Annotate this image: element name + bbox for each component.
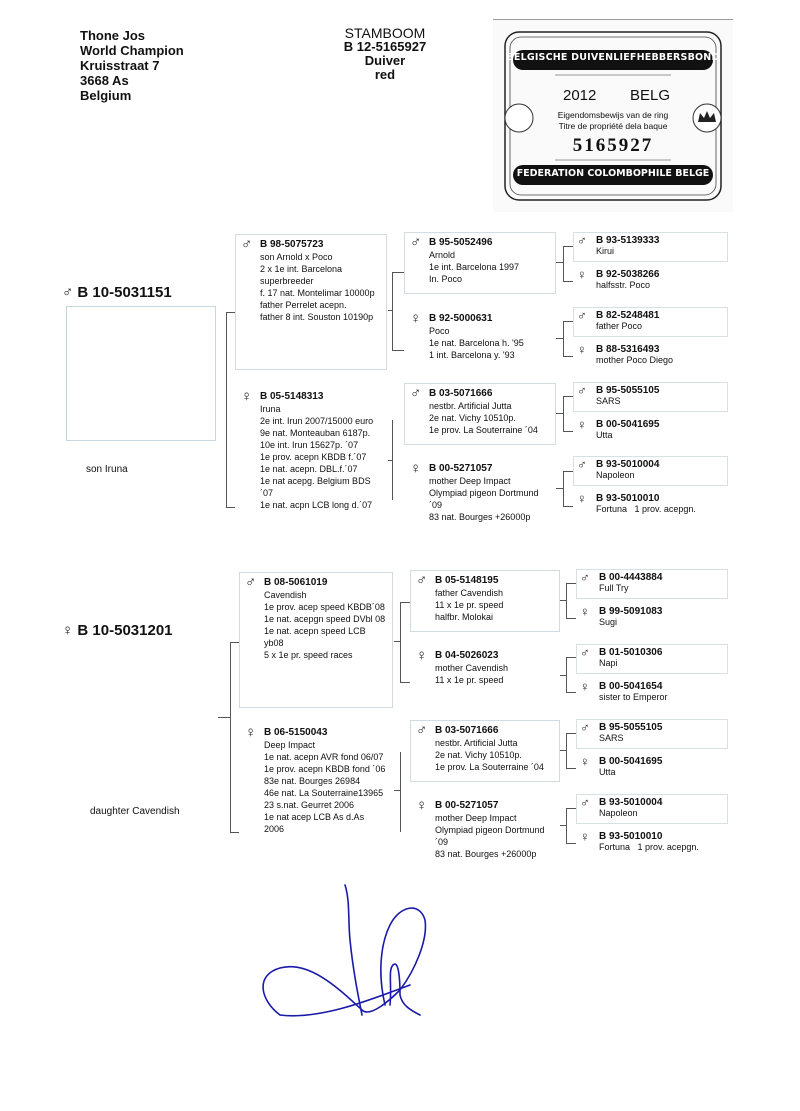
connector-line (556, 338, 563, 339)
pedigree-header (320, 26, 450, 82)
male-icon: ♂ (577, 383, 587, 398)
pigeon-ring: B 12-5165927 (343, 39, 427, 54)
connector-line (560, 750, 566, 751)
connector-line (556, 262, 563, 263)
info-line: 83 nat. Bourges +26000p (429, 512, 531, 522)
pedigree-box-dam-mfm (576, 753, 728, 783)
info-line: 83e nat. Bourges 26984 (264, 776, 361, 786)
connector-line (566, 583, 576, 584)
pedigree-box-dam-mother (239, 722, 393, 858)
dam-caption: daughter Cavendish (90, 806, 180, 817)
sire-photo-frame (66, 306, 216, 441)
info-line: mother Deep Impact (429, 476, 511, 486)
male-icon: ♂ (577, 233, 587, 248)
ring-number: B 00-5041695 (599, 756, 663, 767)
connector-line (563, 246, 573, 247)
connector-line (563, 321, 573, 322)
certificate-line-1: Eigendomsbewijs van de ring (557, 110, 669, 120)
ring-number: B 00-4443884 (599, 572, 663, 583)
ring-number: B 93-5139333 (596, 235, 660, 246)
pedigree-box-sire-father (235, 234, 387, 370)
female-icon: ♀ (416, 797, 428, 814)
connector-line (566, 843, 576, 844)
info-line: 1e nat acepg. Belgium BDS´07 (260, 476, 371, 498)
connector-line (566, 733, 567, 768)
certificate-bottom-banner: FEDERATION COLOMBOPHILE BELGE (516, 168, 710, 179)
female-icon: ♀ (577, 417, 587, 432)
ring-number: B 03-5071666 (429, 388, 493, 399)
owner-name: Thone Jos (80, 28, 146, 43)
certificate-year: 2012 (563, 87, 597, 104)
connector-line (388, 310, 392, 311)
connector-line (226, 312, 227, 507)
certificate-top-banner: BELGISCHE DUIVENLIEFHEBBERSBOND (506, 52, 720, 63)
pigeon-color: red (374, 67, 396, 82)
pedigree-box-dam-mmf (576, 794, 728, 824)
certificate-line-2: Titre de propriété dela baque (558, 121, 668, 131)
ring-number: B 88-5316493 (596, 344, 660, 355)
ring-number: B 00-5041695 (596, 419, 660, 430)
info-line: father Perrelet acepn. (260, 300, 347, 310)
pedigree-box-dam-mm (410, 795, 560, 857)
info-line: SARS (596, 396, 621, 406)
female-icon: ♀ (580, 754, 590, 769)
female-icon: ♀ (580, 604, 590, 619)
pedigree-box-sire-mmf (573, 456, 728, 486)
owner-info (80, 28, 184, 103)
female-icon: ♀ (577, 491, 587, 506)
info-line: 1e nat. acepn. DBL.f.´07 (260, 464, 358, 474)
info-line: 1e int. Barcelona 1997 (429, 262, 520, 272)
info-line: 1e prov. acepn KBDB f.´07 (260, 452, 367, 462)
ring-number: B 93-5010010 (599, 831, 663, 842)
ring-number: B 92-5038266 (596, 269, 660, 280)
info-line: Fortuna 1 prov. acepgn. (596, 504, 696, 514)
female-icon: ♀ (416, 647, 428, 664)
female-icon: ♀ (577, 342, 587, 357)
pedigree-box-dam-fm (410, 645, 560, 707)
ownership-certificate (493, 19, 733, 212)
pedigree-box-dam-father (239, 572, 393, 708)
connector-line (394, 790, 400, 791)
info-line: mother Cavendish (435, 663, 509, 673)
sire-ring-number: B 10-5031151 (77, 284, 172, 301)
info-line: father 8 int. Souston 10190p (260, 312, 374, 322)
ring-number: B 99-5091083 (599, 606, 663, 617)
connector-line (400, 602, 410, 603)
male-icon: ♂ (580, 570, 590, 585)
info-line: superbreeder (260, 276, 314, 286)
connector-line (560, 825, 566, 826)
connector-line (556, 413, 563, 414)
info-line: son Arnold x Poco (260, 252, 333, 262)
ring-number: B 92-5000631 (429, 313, 493, 324)
info-line: father Cavendish (435, 588, 504, 598)
info-line: 1e prov. acep speed KBDB´08 (264, 602, 385, 612)
connector-line (563, 281, 573, 282)
male-icon: ♂ (241, 236, 253, 253)
female-icon: ♀ (410, 310, 422, 327)
male-icon: ♂ (410, 234, 422, 251)
pedigree-box-dam-mmm (576, 828, 728, 858)
info-line: Kirui (596, 246, 615, 256)
certificate-country-code: BELG (630, 87, 671, 104)
info-line: Napoleon (596, 470, 635, 480)
owner-city: 3668 As (80, 73, 129, 88)
connector-line (566, 808, 576, 809)
pedigree-box-dam-ffm (576, 603, 728, 633)
info-line: Utta (596, 430, 613, 440)
connector-line (563, 356, 573, 357)
ring-number: B 82-5248481 (596, 310, 660, 321)
connector-line (566, 657, 567, 692)
ring-number: B 00-5271057 (435, 800, 499, 811)
ring-number: B 95-5052496 (429, 237, 493, 248)
connector-line (400, 682, 410, 683)
female-icon: ♀ (245, 724, 257, 741)
connector-line (563, 471, 564, 506)
pedigree-box-dam-fmm (576, 678, 728, 708)
certificate-number: 5165927 (572, 135, 654, 156)
info-line: 2e nat. Vichy 10510p. (435, 750, 522, 760)
pedigree-box-sire-fmf (573, 307, 728, 337)
info-line: 2e int. Irun 2007/15000 euro (260, 416, 374, 426)
info-line: 1 int. Barcelona y. '93 (429, 350, 515, 360)
ring-number: B 98-5075723 (260, 239, 324, 250)
info-line: father Poco (596, 321, 643, 331)
info-line: f. 17 nat. Montelimar 10000p (260, 288, 375, 298)
male-icon: ♂ (245, 574, 257, 591)
sire-caption: son Iruna (86, 464, 128, 475)
ring-number: B 95-5055105 (596, 385, 660, 396)
ring-number: B 93-5010004 (599, 797, 663, 808)
info-line: mother Deep Impact (435, 813, 517, 823)
info-line: Fortuna 1 prov. acepgn. (599, 842, 699, 852)
pedigree-box-sire-mother (235, 386, 387, 522)
male-icon: ♂ (410, 385, 422, 402)
pedigree-box-sire-mff (573, 382, 728, 412)
male-icon: ♂ (416, 722, 428, 739)
male-icon: ♂ (580, 720, 590, 735)
info-line: In. Poco (429, 274, 463, 284)
info-line: 9e nat. Monteauban 6187p. (260, 428, 371, 438)
info-line: Deep Impact (264, 740, 316, 750)
info-line: Iruna (260, 404, 281, 414)
info-line: nestbr. Artificial Jutta (429, 401, 512, 411)
pigeon-sex: Duiver (364, 53, 406, 68)
connector-line (566, 583, 567, 618)
ring-number: B 93-5010004 (596, 459, 660, 470)
connector-line (230, 642, 231, 832)
info-line: Olympiad pigeon Dortmund ´09 (429, 488, 539, 510)
pedigree-box-sire-fm (404, 308, 556, 370)
info-line: Cavendish (264, 590, 307, 600)
pedigree-box-sire-ff (404, 232, 556, 294)
info-line: sister to Emperor (599, 692, 668, 702)
info-line: 83 nat. Bourges +26000p (435, 849, 537, 859)
owner-country: Belgium (80, 88, 132, 103)
info-line: 23 s.nat. Geurret 2006 (264, 800, 355, 810)
dam-ring-number: B 10-5031201 (77, 622, 173, 639)
pedigree-box-sire-ffm (573, 266, 728, 296)
sire-ring (62, 284, 172, 301)
info-line: 1e prov. acepn KBDB fond ´06 (264, 764, 386, 774)
ring-number: B 00-5271057 (429, 463, 493, 474)
info-line: 1e nat. acepn AVR fond 06/07 (264, 752, 384, 762)
info-line: Napoleon (599, 808, 638, 818)
connector-line (392, 272, 393, 350)
female-icon: ♀ (577, 267, 587, 282)
info-line: mother Poco Diego (596, 355, 674, 365)
ring-number: B 01-5010306 (599, 647, 663, 658)
female-icon: ♀ (580, 679, 590, 694)
connector-line (563, 431, 573, 432)
info-line: halfbr. Molokai (435, 612, 494, 622)
info-line: 1e nat. Barcelona h. '95 (429, 338, 524, 348)
info-line: 10e int. Irun 15627p. ´07 (260, 440, 359, 450)
info-line: 11 x 1e pr. speed (435, 600, 504, 610)
connector-line (218, 717, 230, 718)
connector-line (560, 600, 566, 601)
connector-line (566, 808, 567, 843)
pedigree-box-sire-mm (404, 458, 556, 520)
male-icon: ♂ (577, 308, 587, 323)
connector-line (556, 488, 563, 489)
connector-line (563, 396, 564, 431)
connector-line (563, 321, 564, 356)
connector-line (394, 641, 400, 642)
info-line: SARS (599, 733, 624, 743)
info-line: 2e nat. Vichy 10510p. (429, 413, 516, 423)
info-line: 11 x 1e pr. speed (435, 675, 504, 685)
info-line: 1e nat acep LCB As d.As 2006 (264, 812, 365, 834)
connector-line (566, 618, 576, 619)
ring-number: B 05-5148195 (435, 575, 499, 586)
connector-line (392, 420, 393, 500)
male-icon: ♂ (580, 795, 590, 810)
info-line: 46e nat. La Souterraine13965 (264, 788, 384, 798)
ring-number: B 93-5010010 (596, 493, 660, 504)
pedigree-box-sire-mf (404, 383, 556, 445)
doc-title: STAMBOOM (344, 25, 426, 41)
male-icon: ♂ (577, 457, 587, 472)
connector-line (563, 396, 573, 397)
male-icon: ♂ (416, 572, 428, 589)
info-line: Napi (599, 658, 618, 668)
connector-line (392, 350, 404, 351)
dam-ring (62, 622, 173, 639)
ring-number: B 06-5150043 (264, 727, 328, 738)
connector-line (566, 733, 576, 734)
female-icon: ♀ (62, 622, 74, 639)
ring-number: B 95-5055105 (599, 722, 663, 733)
info-line: 1e nat. acepgn speed DVbl 08 (264, 614, 386, 624)
info-line: Sugi (599, 617, 618, 627)
info-line: Olympiad pigeon Dortmund ´09 (435, 825, 545, 847)
owner-street: Kruisstraat 7 (80, 58, 160, 73)
connector-line (400, 752, 401, 832)
info-line: 1e nat. acepn speed LCB yb08 (264, 626, 366, 648)
info-line: 1e nat. acpn LCB long d.´07 (260, 500, 373, 510)
pedigree-box-sire-mfm (573, 416, 728, 446)
info-line: 2 x 1e int. Barcelona (260, 264, 343, 274)
pedigree-box-dam-mf (410, 720, 560, 782)
ring-number: B 03-5071666 (435, 725, 499, 736)
info-line: 1e prov. La Souterraine ´04 (429, 425, 538, 435)
ring-number: B 00-5041654 (599, 681, 663, 692)
info-line: nestbr. Artificial Jutta (435, 738, 518, 748)
connector-line (392, 272, 404, 273)
handwritten-signature (250, 880, 450, 1020)
connector-line (563, 471, 573, 472)
ring-number: B 04-5026023 (435, 650, 499, 661)
pedigree-box-sire-mmm (573, 490, 728, 520)
connector-line (563, 246, 564, 281)
pedigree-box-dam-fff (576, 569, 728, 599)
info-line: 5 x 1e pr. speed races (264, 650, 353, 660)
female-icon: ♀ (410, 460, 422, 477)
ring-number: B 05-5148313 (260, 391, 324, 402)
male-icon: ♂ (580, 645, 590, 660)
info-line: Full Try (599, 583, 629, 593)
connector-line (566, 768, 576, 769)
female-icon: ♀ (580, 829, 590, 844)
info-line: Utta (599, 767, 616, 777)
info-line: halfsstr. Poco (596, 280, 651, 290)
pedigree-box-dam-fmf (576, 644, 728, 674)
male-icon: ♂ (62, 284, 74, 301)
info-line: Arnold (429, 250, 456, 260)
connector-line (400, 602, 401, 682)
connector-line (388, 460, 392, 461)
connector-line (563, 506, 573, 507)
owner-title: World Champion (80, 43, 184, 58)
pedigree-box-dam-ff (410, 570, 560, 632)
ring-number: B 08-5061019 (264, 577, 328, 588)
info-line: 1e prov. La Souterraine ´04 (435, 762, 544, 772)
pedigree-box-dam-mff (576, 719, 728, 749)
female-icon: ♀ (241, 388, 253, 405)
connector-line (566, 692, 576, 693)
info-line: Poco (429, 326, 450, 336)
connector-line (560, 675, 566, 676)
pedigree-box-sire-fmm (573, 341, 728, 371)
connector-line (566, 657, 576, 658)
pedigree-box-sire-fff (573, 232, 728, 262)
